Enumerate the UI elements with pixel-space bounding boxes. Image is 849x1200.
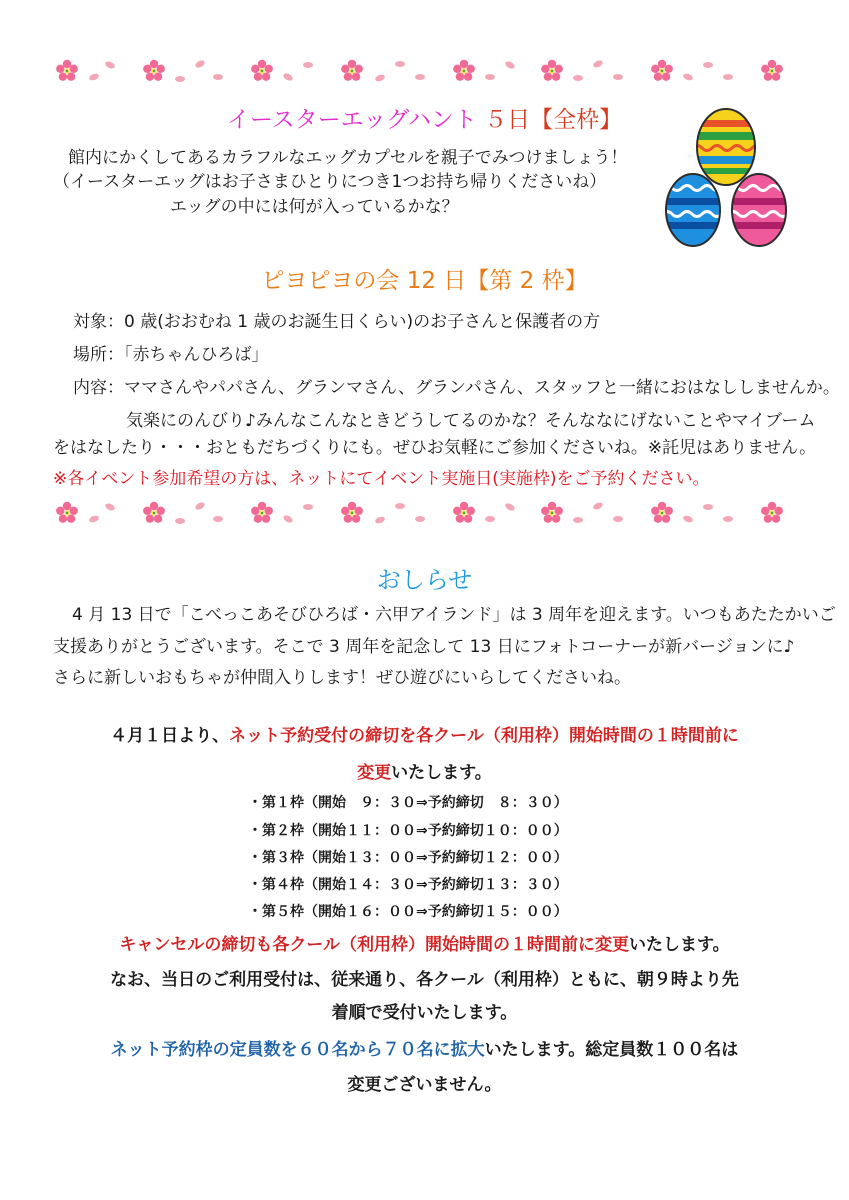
notice-title: おしらせ bbox=[376, 566, 473, 594]
cancel-deadline-highlight: キャンセルの締切も各クール（利用枠）開始時間の１時間前に変更 bbox=[119, 935, 630, 955]
easter-line-3: エッグの中には何が入っているかな？ bbox=[170, 197, 459, 217]
capacity-line-1 bbox=[0, 1035, 849, 1060]
sameday-line-2: 着順で受付いたします。 bbox=[331, 1003, 518, 1023]
capacity-suffix: いたします。総定員数１００名は bbox=[484, 1040, 739, 1060]
cancel-deadline-suffix: いたします。 bbox=[629, 935, 730, 955]
deadline-change-line-1 bbox=[0, 721, 849, 746]
easter-title bbox=[0, 101, 849, 134]
deadline-change-highlight-2: 変更 bbox=[357, 763, 392, 783]
piyo-content-3: をはなしたり・・・おともだちづくりにも。ぜひお気軽にご参加くださいね。※託児はありません。 bbox=[53, 438, 817, 458]
slot-3: ・第３枠（開始１３：００⇒予約締切１２：００） bbox=[248, 850, 568, 866]
notice-line-1: 4 月 13 日で「こべっこあそびひろば・六甲アイランド」は 3 周年を迎えます。いつもあたたかいご bbox=[72, 605, 836, 625]
deadline-change-highlight: ネット予約受付の締切を各クール（利用枠）開始時間の１時間前に bbox=[229, 726, 739, 746]
piyo-content-2: 気楽にのんびり♪みんなこんなときどうしてるのかな？そんななにげないことやマイブーム bbox=[126, 411, 816, 431]
capacity-highlight: ネット予約枠の定員数を６０名から７０名に拡大 bbox=[110, 1040, 485, 1060]
blossom-border-icon bbox=[52, 55, 797, 87]
easter-title-text: イースターエッグハント bbox=[226, 107, 477, 133]
blossom-border-bottom bbox=[52, 497, 797, 529]
piyo-target: 対象：0 歳(おおむね 1 歳のお誕生日くらい)のお子さんと保護者の方 bbox=[73, 312, 601, 332]
cancel-deadline-line bbox=[0, 930, 849, 955]
notice-line-3: さらに新しいおもちゃが仲間入りします！ぜひ遊びにいらしてくださいね。 bbox=[53, 668, 631, 688]
deadline-change-suffix: いたします。 bbox=[391, 763, 492, 783]
slot-5: ・第５枠（開始１６：００⇒予約締切１５：００） bbox=[248, 904, 568, 920]
slot-2: ・第２枠（開始１１：００⇒予約締切１０：００） bbox=[248, 823, 568, 839]
deadline-change-line-2 bbox=[0, 758, 849, 783]
easter-line-2: （イースターエッグはお子さまひとりにつき1つお持ち帰りくださいね） bbox=[53, 172, 607, 192]
piyo-place: 場所：「赤ちゃんひろば」 bbox=[73, 345, 269, 365]
capacity-line-2: 変更ございません。 bbox=[347, 1075, 502, 1095]
piyo-title: ピヨピヨの会 12 日【第 2 枠】 bbox=[261, 268, 588, 294]
piyo-content: 内容：ママさんやパパさん、グランマさん、グランパさん、スタッフと一緒におはなししませんか。 bbox=[73, 378, 840, 398]
easter-date: ５日【全枠】 bbox=[484, 107, 623, 133]
sameday-line-1: なお、当日のご利用受付は、従来通り、各クール（利用枠）ともに、朝９時より先 bbox=[110, 970, 739, 990]
slot-1: ・第１枠（開始 ９：３０⇒予約締切 ８：３０） bbox=[248, 795, 568, 811]
blossom-border-icon bbox=[52, 497, 797, 529]
easter-line-1: 館内にかくしてあるカラフルなエッグカプセルを親子でみつけましょう！ bbox=[68, 148, 628, 168]
event-reservation-note: ※各イベント参加希望の方は、ネットにてイベント実施日(実施枠)をご予約ください。 bbox=[53, 469, 710, 489]
deadline-change-date: ４月１日より、 bbox=[110, 726, 230, 746]
notice-line-2: 支援ありがとうございます。そこで 3 周年を記念して 13 日にフォトコーナーが新バージョンに♪ bbox=[53, 637, 795, 657]
blossom-border-top bbox=[52, 55, 797, 87]
slot-4: ・第４枠（開始１４：３０⇒予約締切１３：３０） bbox=[248, 877, 568, 893]
